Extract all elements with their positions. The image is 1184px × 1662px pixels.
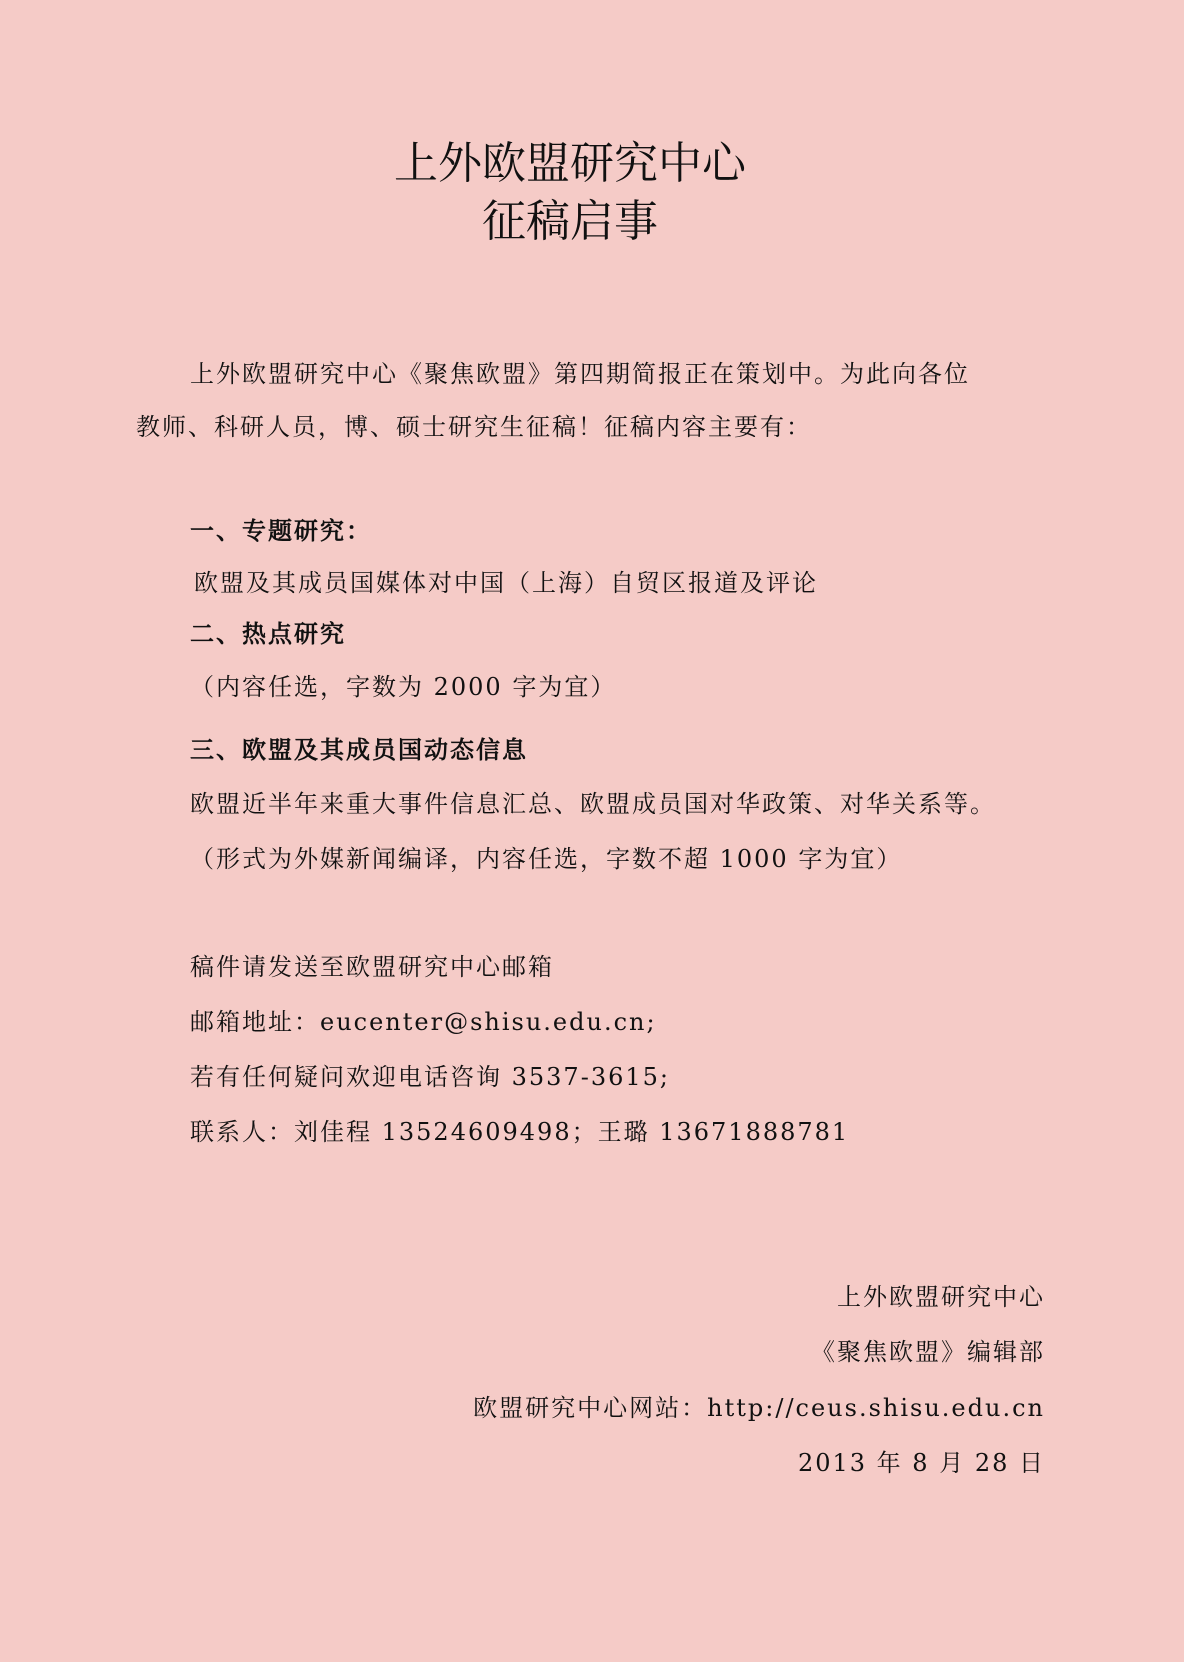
section-2-heading: 二、热点研究 [190, 620, 346, 648]
signature-date: 2013 年 8 月 28 日 [797, 1449, 1045, 1477]
intro-line-2: 教师、科研人员，博、硕士研究生征稿！征稿内容主要有： [136, 413, 812, 441]
section-3-body-1: 欧盟近半年来重大事件信息汇总、欧盟成员国对华政策、对华关系等。 [190, 790, 996, 818]
contact-persons: 联系人：刘佳程 13524609498；王璐 13671888781 [190, 1118, 850, 1146]
title-line-2: 征稿启事 [482, 196, 658, 247]
contact-email: 邮箱地址：eucenter@shisu.edu.cn; [190, 1008, 657, 1036]
signature-website: 欧盟研究中心网站：http://ceus.shisu.edu.cn [473, 1394, 1045, 1422]
contact-submit: 稿件请发送至欧盟研究中心邮箱 [190, 953, 554, 981]
contact-phone: 若有任何疑问欢迎电话咨询 3537-3615; [190, 1063, 670, 1091]
section-2-body: （内容任选，字数为 2000 字为宜） [190, 673, 617, 701]
title-line-1: 上外欧盟研究中心 [394, 138, 746, 189]
intro-line-1: 上外欧盟研究中心《聚焦欧盟》第四期简报正在策划中。为此向各位 [190, 360, 970, 388]
signature-dept: 《聚焦欧盟》编辑部 [811, 1338, 1045, 1366]
section-1-heading: 一、专题研究： [190, 517, 372, 545]
section-1-body: 欧盟及其成员国媒体对中国（上海）自贸区报道及评论 [194, 569, 818, 597]
section-3-heading: 三、欧盟及其成员国动态信息 [190, 736, 528, 764]
signature-org: 上外欧盟研究中心 [837, 1283, 1045, 1311]
section-3-body-2: （形式为外媒新闻编译，内容任选，字数不超 1000 字为宜） [190, 845, 903, 873]
